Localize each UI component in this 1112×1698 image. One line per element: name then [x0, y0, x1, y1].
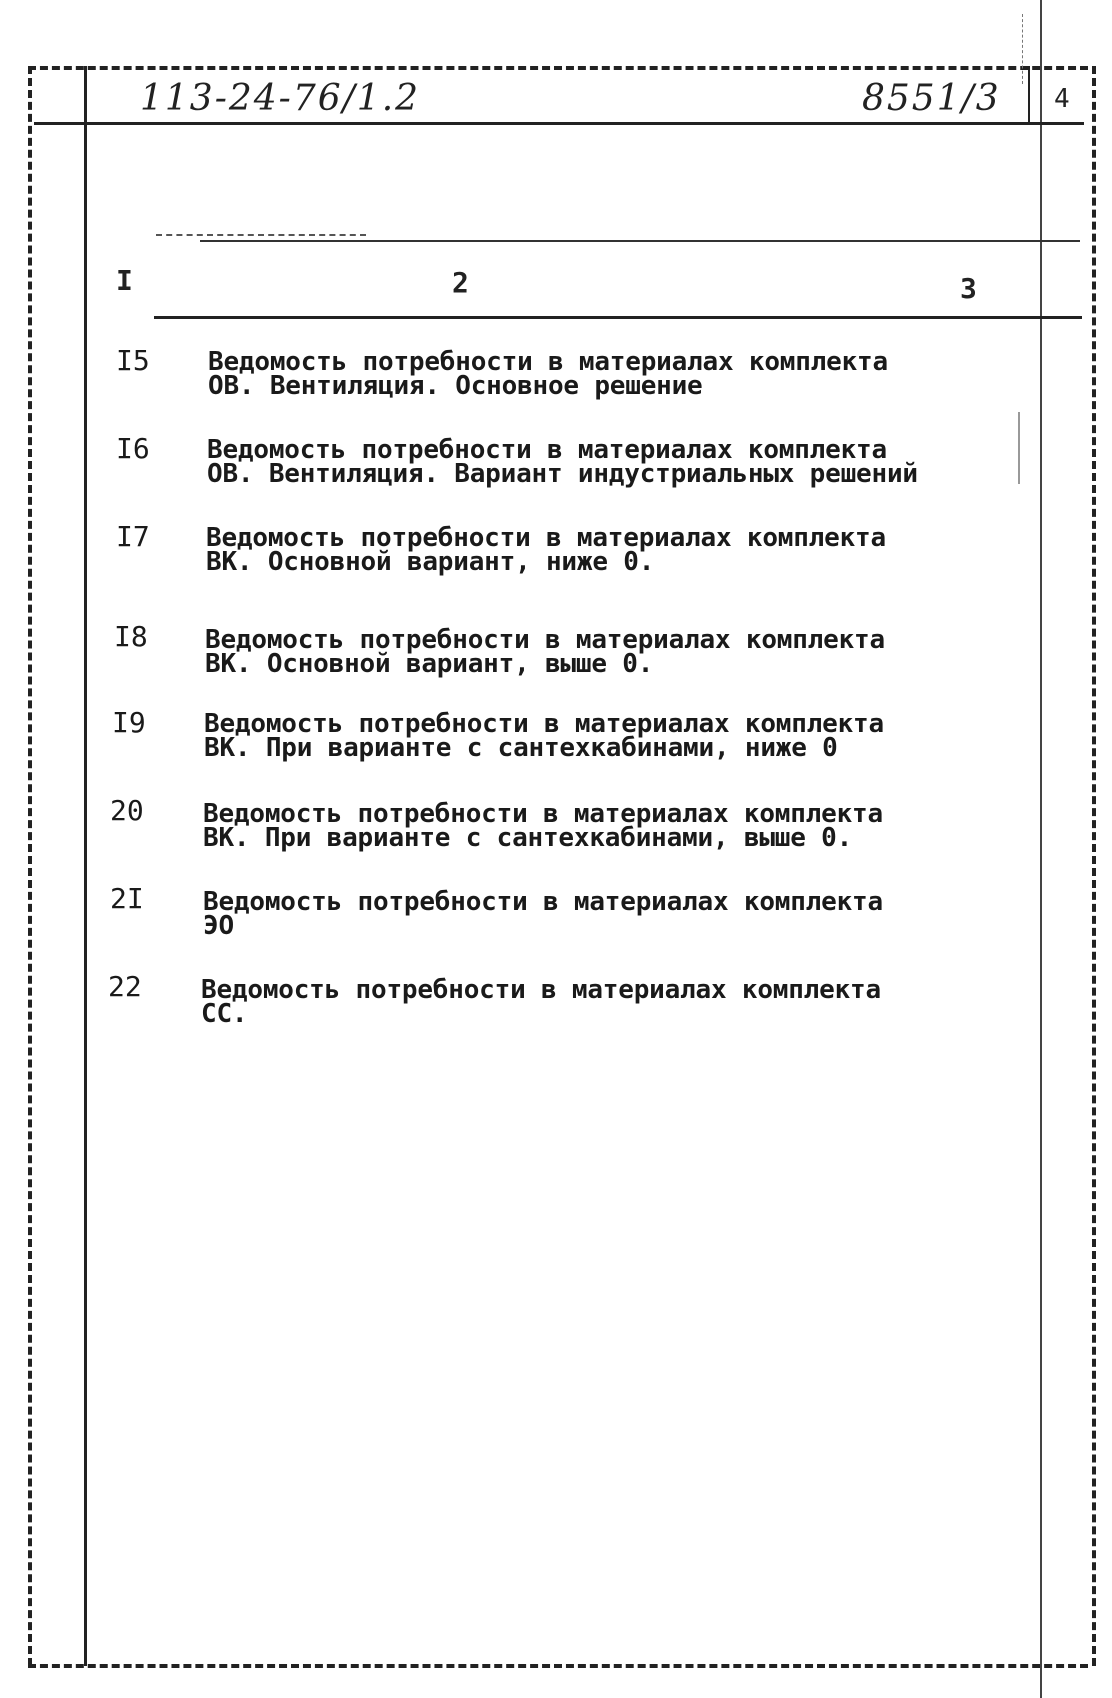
table-header-rule	[154, 316, 1082, 319]
row-title-line-1: Ведомость потребности в материалах комплекта	[206, 523, 886, 553]
column-header-2: 2	[452, 266, 469, 299]
row-number: 20	[110, 794, 144, 827]
row-title-line-2: ВК. При варианте с сантехкабинами, ниже 0	[204, 733, 838, 763]
row-title	[207, 435, 918, 489]
table-top-rule	[200, 240, 1080, 242]
row-number: I9	[112, 706, 146, 739]
scan-edge-dashed-line	[1022, 14, 1023, 84]
row-title-line-1: Ведомость потребности в материалах комплекта	[205, 625, 885, 655]
document-code: 113-24-76/1.2	[140, 78, 421, 119]
binding-margin-line	[84, 66, 87, 1666]
scan-edge-line	[1040, 0, 1042, 1698]
row-title-line-1: Ведомость потребности в материалах комплекта	[204, 709, 884, 739]
row-title	[204, 709, 884, 763]
row-title	[203, 799, 883, 853]
row-number: I7	[116, 520, 150, 553]
row-title	[208, 347, 888, 401]
table-top-short-rule	[156, 234, 366, 236]
row-title-line-2: СС.	[201, 999, 248, 1029]
row-title-line-1: Ведомость потребности в материалах комплекта	[207, 435, 887, 465]
row-title-line-1: Ведомость потребности в материалах комплекта	[201, 975, 881, 1005]
row-title-line-2: ВК. При варианте с сантехкабинами, выше 0.	[203, 823, 853, 853]
row-title-line-1: Ведомость потребности в материалах комплекта	[208, 347, 888, 377]
column-header-3: 3	[960, 272, 977, 305]
row-number: I5	[116, 344, 150, 377]
row-title-line-1: Ведомость потребности в материалах комплекта	[203, 887, 883, 917]
row-title-line-1: Ведомость потребности в материалах комплекта	[203, 799, 883, 829]
header-rule	[34, 122, 1084, 125]
frame-bottom-border	[28, 1664, 1088, 1668]
column-header-1: I	[116, 264, 133, 297]
margin-mark	[1018, 412, 1020, 484]
row-title	[206, 523, 886, 577]
frame-left-border	[28, 66, 32, 1666]
row-title-line-2: ЭО	[203, 911, 234, 941]
row-title-line-2: ВК. Основной вариант, выше 0.	[205, 649, 654, 679]
frame-right-border	[1092, 66, 1096, 1666]
row-number: I8	[114, 620, 148, 653]
row-title	[205, 625, 885, 679]
inventory-number: 8551/3	[862, 78, 1001, 119]
row-number: I6	[116, 432, 150, 465]
row-number: 2I	[110, 882, 144, 915]
frame-top-border	[28, 66, 1088, 70]
row-title	[203, 887, 883, 941]
row-number: 22	[108, 970, 142, 1003]
row-title	[201, 975, 881, 1029]
row-title-line-2: ОВ. Вентиляция. Основное решение	[208, 371, 703, 401]
row-title-line-2: ОВ. Вентиляция. Вариант индустриальных решений	[207, 459, 918, 489]
page-number: 4	[1054, 84, 1070, 114]
row-title-line-2: ВК. Основной вариант, ниже 0.	[206, 547, 655, 577]
page-number-box-divider	[1028, 66, 1030, 124]
